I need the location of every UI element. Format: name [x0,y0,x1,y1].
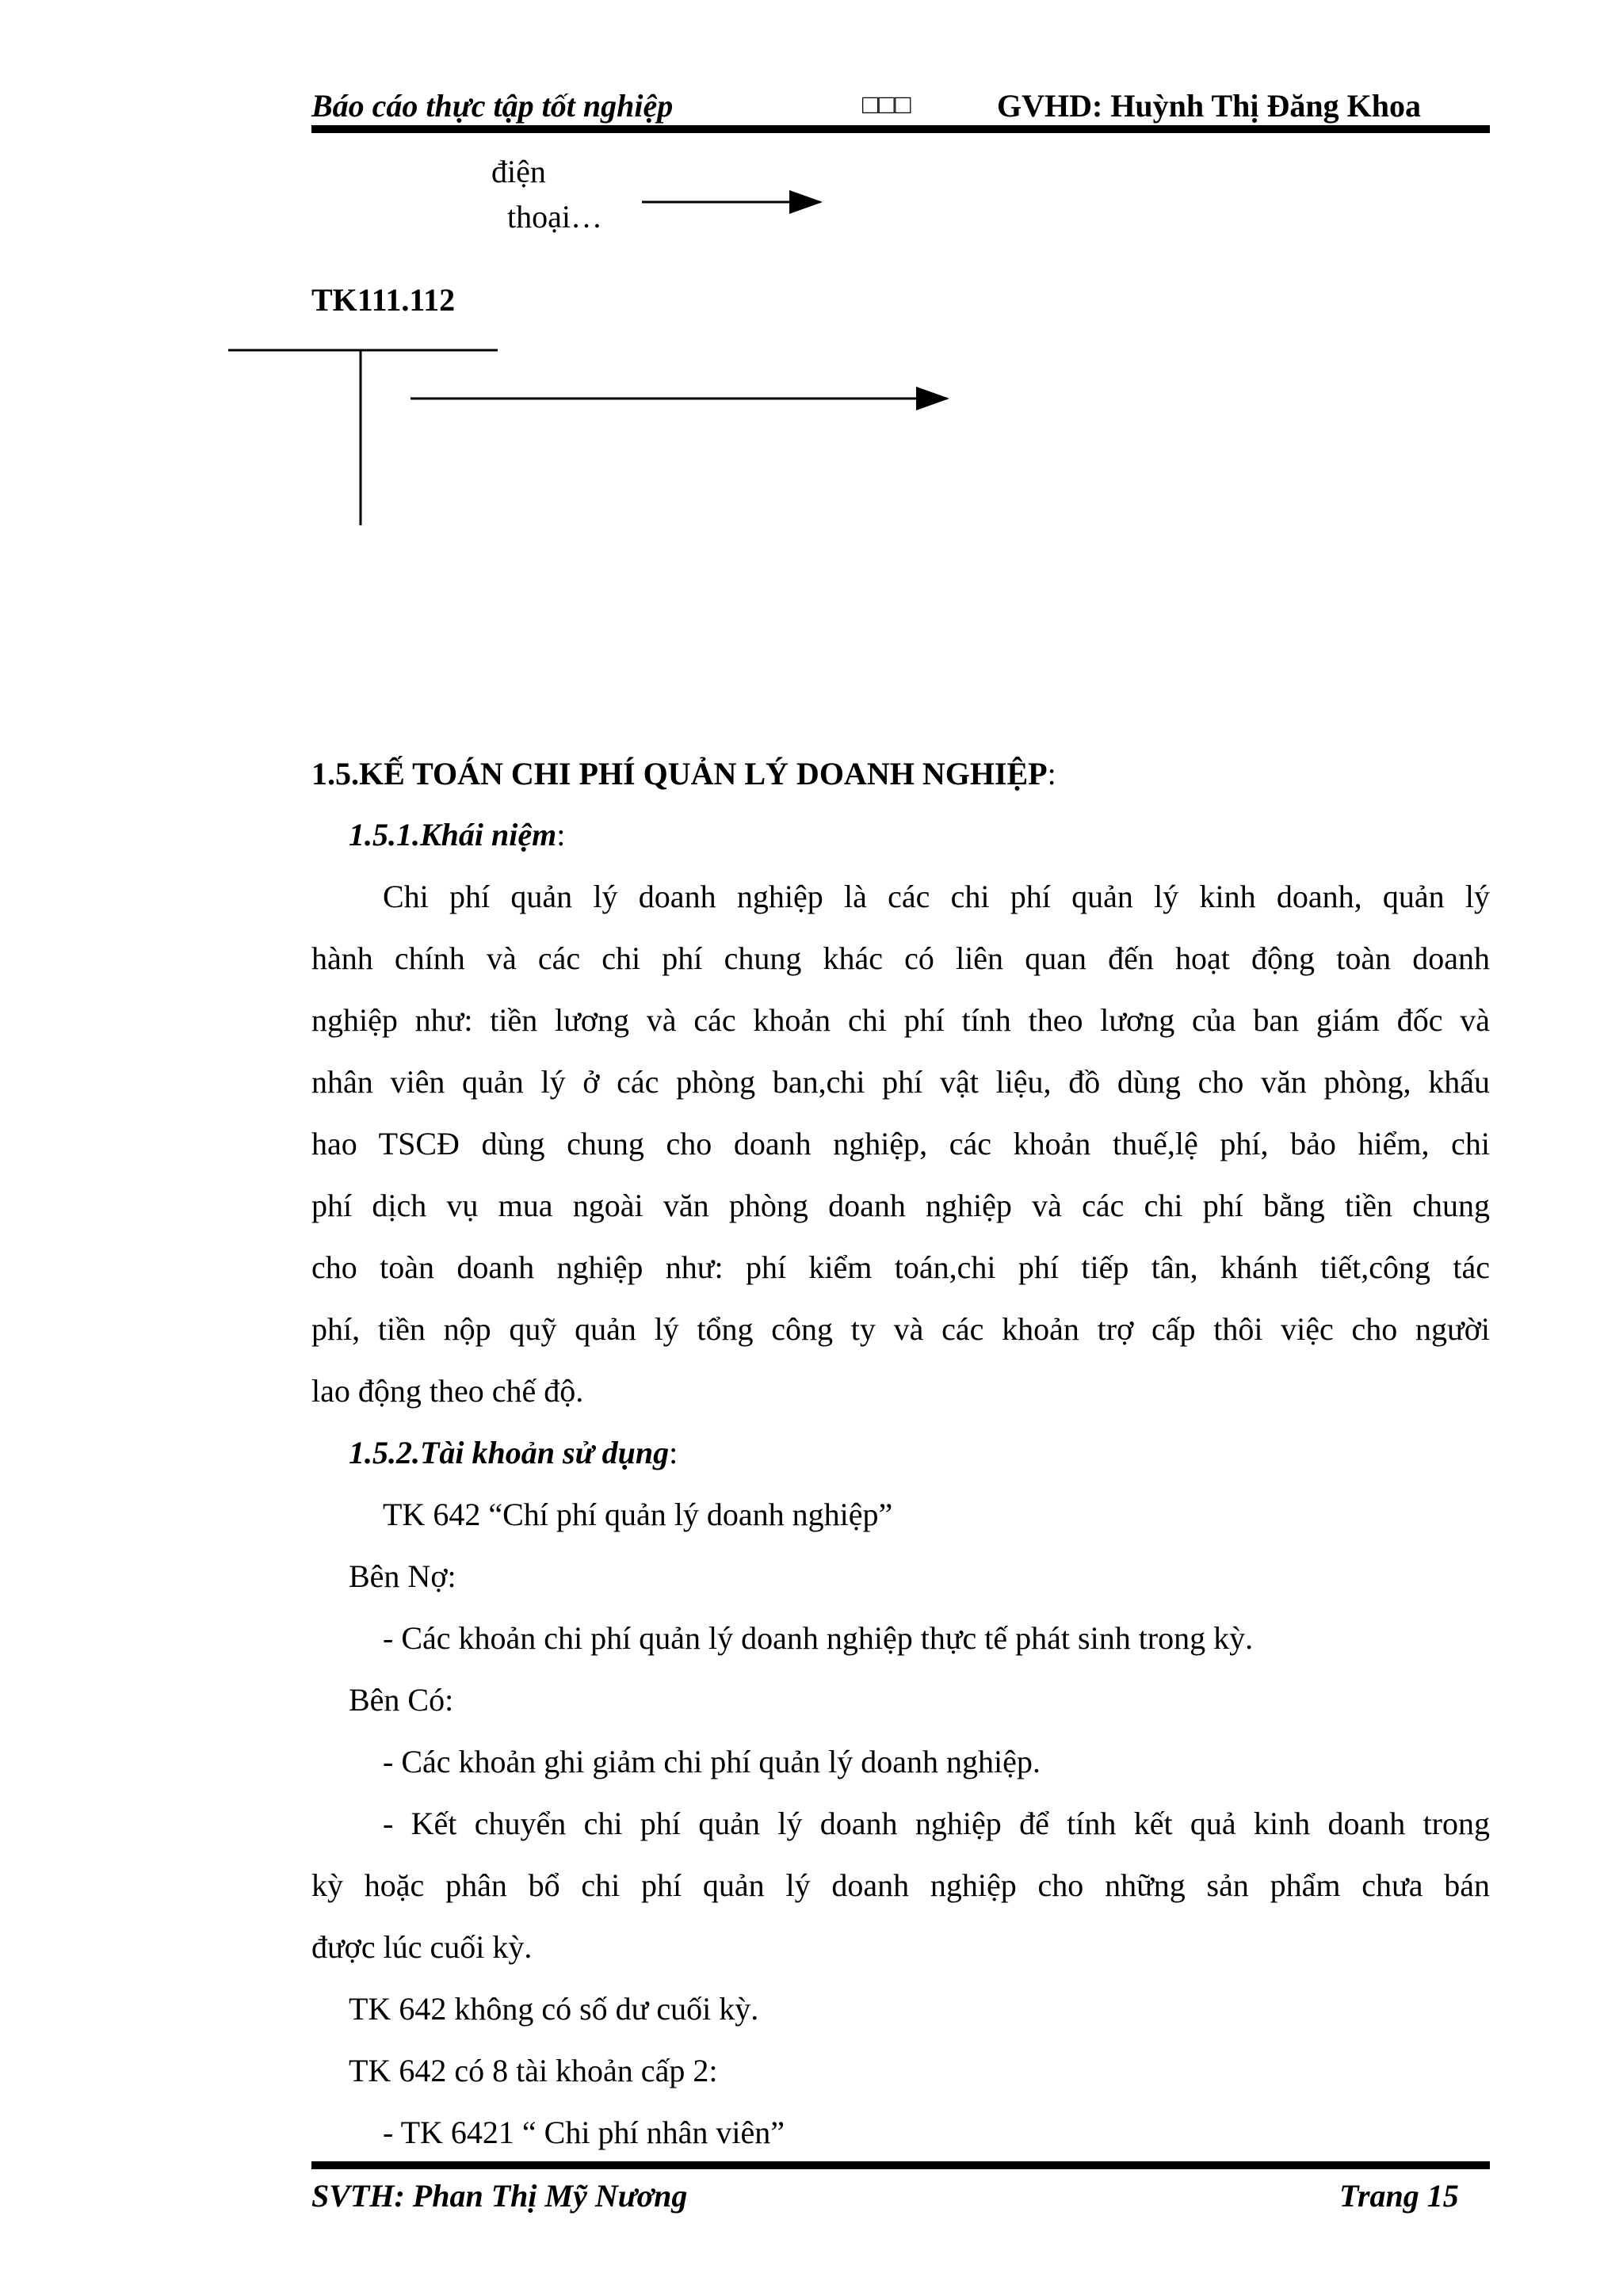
credit-item: kỳ hoặc phân bổ chi phí quản lý doanh nghiệp cho những sản phẩm chưa bán [311,1867,1490,1903]
paragraph-line: cho toàn doanh nghiệp như: phí kiểm toán,chi phí tiếp tân, khánh tiết,công tác [311,1249,1490,1285]
paragraph-line: nghiệp như: tiền lương và các khoản chi phí tính theo lương của ban giám đốc và [311,1002,1490,1038]
paragraph-line: lao động theo chế độ. [311,1373,584,1409]
footer-left: SVTH: Phan Thị Mỹ Nương [311,2178,688,2214]
subsection-1-title: 1.5.1.Khái niệm: [349,817,566,852]
footer-page-number: Trang 15 [1339,2178,1459,2214]
header-ornament: □□□ [862,90,911,120]
sub-account-item: - TK 6421 “ Chi phí nhân viên” [383,2115,785,2150]
footer-rule [311,2161,1490,2169]
paragraph-line: hao TSCĐ dùng chung cho doanh nghiệp, các khoản thuế,lệ phí, bảo hiểm, chi [311,1126,1490,1161]
diagram-label-1: điện [491,154,546,189]
section-heading-text: 1.5.KẾ TOÁN CHI PHÍ QUẢN LÝ DOANH NGHIỆP [311,756,1048,791]
section-heading: 1.5.KẾ TOÁN CHI PHÍ QUẢN LÝ DOANH NGHIỆP: [311,756,1056,791]
paragraph-line: phí, tiền nộp quỹ quản lý tổng công ty và các khoản trợ cấp thôi việc cho người [311,1311,1490,1347]
paragraph-line: hành chính và các chi phí chung khác có liên quan đến hoạt động toàn doanh [311,940,1490,976]
credit-item: - Các khoản ghi giảm chi phí quản lý doanh nghiệp. [383,1744,1041,1779]
debit-side-label: Bên Nợ: [349,1558,456,1594]
account-name: TK 642 “Chí phí quản lý doanh nghiệp” [383,1497,893,1532]
debit-item: - Các khoản chi phí quản lý doanh nghiệp thực tế phát sinh trong kỳ. [383,1620,1254,1656]
credit-item: - Kết chuyển chi phí quản lý doanh nghiệp để tính kết quả kinh doanh trong [383,1806,1490,1841]
diagram-label-2: thoại… [507,199,602,235]
paragraph-line: nhân viên quản lý ở các phòng ban,chi phí vật liệu, đồ dùng cho văn phòng, khấu [311,1064,1490,1100]
t-account-diagram [0,0,1623,555]
paragraph-line: Chi phí quản lý doanh nghiệp là các chi phí quản lý kinh doanh, quản lý [383,879,1490,914]
header-left: Báo cáo thực tập tốt nghiệp [311,88,674,124]
header-right: GVHD: Huỳnh Thị Đăng Khoa [997,88,1421,124]
sub-accounts-note: TK 642 có 8 tài khoản cấp 2: [349,2053,718,2088]
diagram-account-label: TK111.112 [311,282,456,318]
paragraph-line: phí dịch vụ mua ngoài văn phòng doanh nghiệp và các chi phí bằng tiền chung [311,1188,1490,1223]
credit-item: được lúc cuối kỳ. [311,1929,533,1965]
credit-side-label: Bên Có: [349,1682,454,1718]
balance-note: TK 642 không có số dư cuối kỳ. [349,1991,759,2027]
subsection-2-title: 1.5.2.Tài khoản sử dụng: [349,1435,678,1470]
